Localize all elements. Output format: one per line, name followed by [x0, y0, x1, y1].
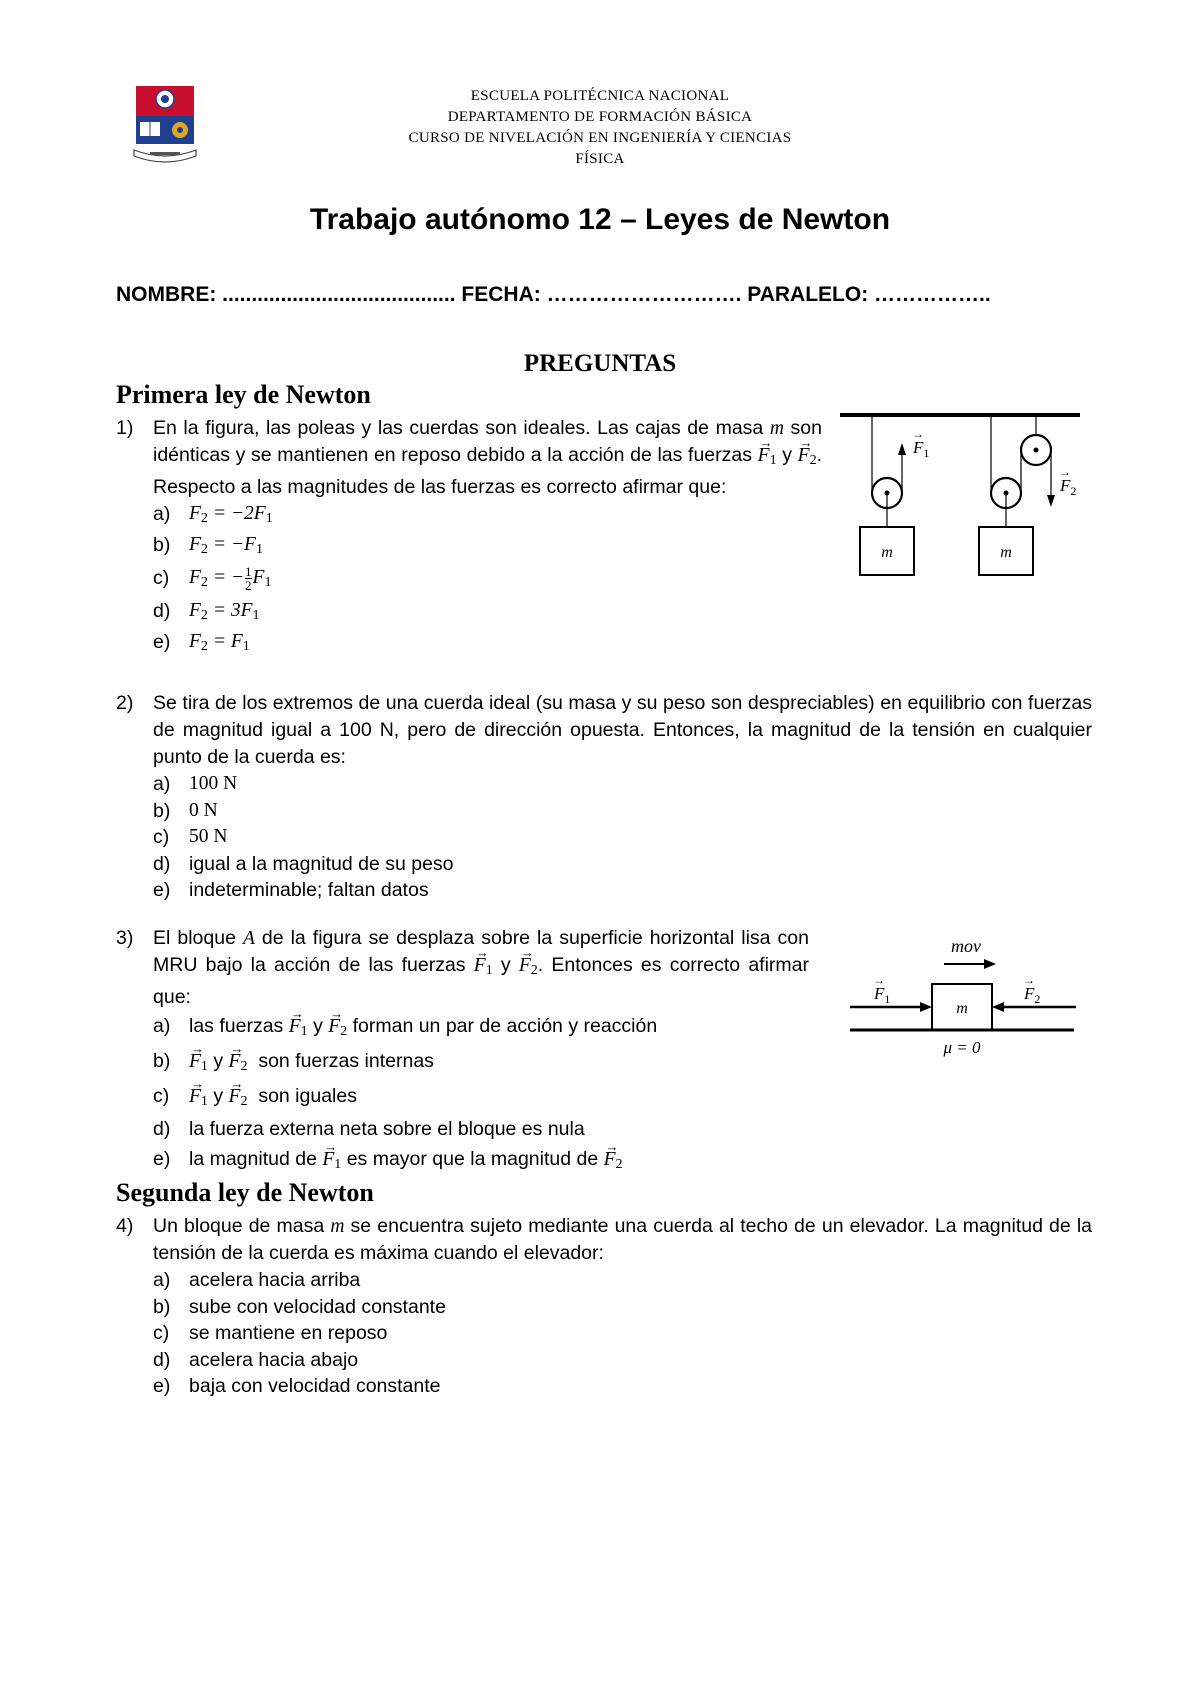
vec-sub: 1	[769, 452, 777, 468]
option-text: se mantiene en reposo	[189, 1322, 388, 1344]
frac-den: 2	[245, 578, 252, 594]
m-eq: = −	[212, 567, 245, 588]
block-surface-figure	[848, 930, 1082, 1060]
m-sub: 2	[200, 540, 208, 557]
m-f: F	[230, 630, 243, 652]
vector-f1	[189, 1082, 208, 1116]
option-math	[189, 598, 260, 629]
vec-letter: F	[797, 445, 810, 466]
option-letter: a)	[153, 773, 171, 795]
math-var-m: m	[330, 1216, 345, 1237]
option-text: igual a la magnitud de su peso	[189, 852, 454, 875]
m-eq: = −	[212, 533, 245, 555]
q2-options	[153, 771, 1092, 904]
vec-letter: F	[518, 955, 531, 976]
option-text: sube con velocidad constante	[189, 1295, 446, 1318]
force-f2-head	[992, 1002, 1004, 1012]
option-letter: a)	[153, 1015, 171, 1037]
option-b[interactable]	[153, 1046, 833, 1081]
m-f: F	[240, 600, 253, 621]
option-content	[189, 1143, 623, 1180]
option-a[interactable]	[153, 771, 1092, 798]
option-letter: a)	[153, 503, 171, 525]
option-letter: c)	[153, 1322, 170, 1344]
f2-label: $F_2$	[1060, 476, 1077, 498]
option-a[interactable]	[153, 1011, 833, 1046]
vec-letter: F	[189, 1086, 201, 1107]
option-c[interactable]	[153, 824, 1092, 851]
opt-text: es mayor que la magnitud de	[346, 1147, 599, 1170]
option-c[interactable]	[153, 562, 822, 598]
option-b[interactable]	[153, 1294, 1092, 1321]
option-text: indeterminable; faltan datos	[189, 879, 429, 901]
institution-logo	[130, 84, 200, 174]
option-letter: d)	[153, 600, 171, 622]
m-eq: = −2	[212, 503, 254, 524]
option-letter: d)	[153, 1118, 171, 1140]
mov-label: mov	[951, 936, 981, 956]
frac-num: 1	[245, 564, 252, 580]
vector-f2	[519, 952, 538, 984]
option-letter: c)	[153, 567, 170, 589]
option-letter: d)	[153, 1348, 171, 1371]
fraction-half	[245, 565, 252, 592]
question-number: 4)	[116, 1215, 134, 1237]
option-letter: e)	[153, 1375, 171, 1397]
opt-text: las fuerzas	[189, 1015, 284, 1037]
conj-y: y	[213, 1050, 224, 1072]
f1-arrow-mark: →	[912, 427, 924, 441]
q4-text-part: Un bloque de masa	[153, 1215, 325, 1237]
option-text: 100 N	[189, 773, 238, 794]
m-f: F	[189, 630, 201, 652]
conj-y: y	[500, 954, 511, 976]
student-info-line	[116, 283, 991, 307]
department-name: DEPARTAMENTO DE FORMACIÓN BÁSICA	[447, 109, 753, 125]
vector-f2	[604, 1144, 623, 1180]
vector-f2	[229, 1082, 248, 1116]
option-d[interactable]	[153, 851, 1092, 878]
paralelo-blank[interactable]: ……………..	[874, 283, 991, 306]
m-sub: 2	[200, 574, 208, 590]
option-content	[189, 1046, 434, 1081]
vec-sub: 2	[809, 452, 817, 468]
vector-f1	[474, 952, 493, 984]
section-segunda-ley: Segunda ley de Newton	[116, 1178, 374, 1207]
question-text	[153, 925, 809, 1011]
option-math	[189, 501, 273, 532]
option-e[interactable]	[153, 877, 1092, 904]
option-text: acelera hacia arriba	[189, 1269, 361, 1291]
opt-text: la magnitud de	[189, 1147, 317, 1170]
conj-y: y	[313, 1015, 323, 1037]
f1-label: $F_1$	[913, 438, 930, 460]
page-title: Trabajo autónomo 12 – Leyes de Newton	[309, 203, 891, 236]
vec-letter: F	[228, 1086, 241, 1107]
option-e[interactable]	[153, 1143, 833, 1180]
q3-text-part: de la figura se desplaza sobre la superficie horizontal lisa con MRU bajo la acción de las fuerzas	[153, 927, 809, 976]
option-text: baja con velocidad constante	[189, 1375, 441, 1397]
vec-letter: F	[228, 1051, 241, 1072]
option-math	[189, 562, 271, 598]
option-letter: e)	[153, 630, 171, 653]
q3-text-part: . Entonces es correcto afirmar que:	[153, 954, 810, 1008]
vec-sub: 2	[240, 1093, 248, 1109]
vec-sub: 1	[200, 1093, 208, 1109]
vec-sub: 2	[240, 1058, 248, 1074]
f2-label: $F_2$	[1024, 984, 1041, 1006]
block-label: m	[956, 1000, 968, 1017]
option-letter: a)	[153, 1269, 171, 1291]
option-letter: e)	[153, 879, 171, 901]
vec-sub: 2	[340, 1023, 348, 1039]
question-4	[116, 1213, 1092, 1400]
question-2	[116, 690, 1092, 904]
option-c[interactable]	[153, 1081, 833, 1116]
q1-options	[153, 501, 822, 659]
vec-sub: 1	[485, 962, 493, 978]
m-sub: 1	[255, 540, 263, 557]
m-sub: 1	[242, 637, 250, 654]
vec-letter: F	[288, 1016, 301, 1037]
option-math	[189, 629, 250, 660]
pulley-axle	[1034, 448, 1039, 453]
question-number: 3)	[116, 927, 134, 949]
option-content	[189, 1011, 657, 1046]
m-f: F	[189, 600, 201, 621]
option-text: acelera hacia abajo	[189, 1348, 359, 1371]
nombre-blank[interactable]: ........................................	[222, 283, 456, 306]
force-arrow-f1	[898, 443, 906, 455]
option-b[interactable]	[153, 798, 1092, 825]
fecha-label: FECHA:	[461, 283, 541, 306]
question-text	[153, 1213, 1092, 1267]
option-letter: c)	[153, 826, 170, 848]
option-e[interactable]	[153, 1373, 1092, 1400]
f2-arrow-mark: →	[1059, 465, 1071, 479]
institution-header	[300, 86, 900, 170]
vec-letter: F	[473, 955, 486, 976]
vec-sub: 2	[615, 1155, 623, 1172]
preguntas-heading: PREGUNTAS	[523, 350, 677, 377]
m-f: F	[244, 533, 256, 555]
question-text	[153, 415, 822, 501]
option-content	[189, 1081, 357, 1116]
q1-text-part: son idénticas y se mantienen en reposo debido a la acción de las fuerzas	[153, 417, 822, 466]
m-eq: = 3	[212, 600, 241, 621]
course-name: CURSO DE NIVELACIÓN EN INGENIERÍA Y CIENCIAS	[408, 130, 792, 146]
pulley-figure	[838, 405, 1088, 590]
option-math	[189, 532, 263, 563]
option-letter: b)	[153, 1050, 171, 1072]
option-c[interactable]	[153, 1320, 1092, 1347]
q3-options	[153, 1011, 833, 1180]
q1-text-part: . Respecto a las magnitudes de las fuerzas es correcto afirmar que:	[153, 444, 822, 498]
m-sub: 1	[252, 607, 260, 623]
box-label: m	[1000, 544, 1012, 561]
vec-sub: 2	[530, 962, 538, 978]
friction-label: μ = 0	[943, 1038, 981, 1057]
section-primera-ley: Primera ley de Newton	[116, 380, 371, 409]
option-letter: b)	[153, 799, 171, 822]
conj-y: y	[213, 1085, 224, 1107]
opt-text: son fuerzas internas	[258, 1050, 434, 1072]
motion-arrow-head	[984, 959, 996, 969]
m-f: F	[189, 503, 201, 524]
opt-text: son iguales	[258, 1085, 357, 1107]
q3-text-part: El bloque	[153, 927, 236, 949]
math-var-m: m	[769, 418, 784, 439]
option-letter: b)	[153, 533, 171, 556]
option-letter: c)	[153, 1085, 170, 1107]
m-sub: 2	[200, 637, 208, 654]
f2-arrow-mark: →	[1023, 973, 1035, 987]
option-text: la fuerza externa neta sobre el bloque es nula	[189, 1118, 585, 1140]
vector-f1	[322, 1144, 341, 1180]
force-f1-head	[920, 1002, 932, 1012]
vec-sub: 1	[300, 1023, 308, 1039]
q4-options	[153, 1267, 1092, 1400]
vec-letter: F	[328, 1016, 341, 1037]
option-a[interactable]	[153, 501, 822, 532]
option-b[interactable]	[153, 532, 822, 563]
option-d[interactable]	[153, 598, 822, 629]
question-number: 1)	[116, 417, 134, 439]
vector-f2	[328, 1012, 347, 1046]
option-letter: e)	[153, 1147, 171, 1170]
conj-y: y	[782, 444, 792, 466]
question-3	[116, 925, 809, 1180]
m-sub: 1	[264, 574, 272, 590]
q1-text-part: En la figura, las poleas y las cuerdas son ideales. Las cajas de masa	[153, 417, 764, 439]
vec-sub: 1	[334, 1155, 342, 1172]
paralelo-label: PARALELO:	[747, 283, 869, 306]
option-letter: b)	[153, 1295, 171, 1318]
vec-letter: F	[189, 1051, 201, 1072]
question-text: Se tira de los extremos de una cuerda ideal (su masa y su peso son despreciables) en equilibrio con fuerzas de magnitud igual a 100 N, pero de dirección opuesta. Entonces, la magnitud de la tensión en cualquier punto de la cuerda es:	[153, 692, 1092, 768]
q4-text-part: se encuentra sujeto mediante una cuerda al techo de un elevador. La magnitud de la tensión de la cuerda es máxima cuando el elevador:	[153, 1215, 1093, 1264]
m-sub: 2	[200, 607, 208, 623]
m-sub: 1	[265, 510, 273, 526]
vector-f1	[289, 1012, 308, 1046]
m-sub: 2	[200, 510, 208, 526]
vec-letter: F	[322, 1148, 335, 1170]
option-text: 50 N	[189, 826, 228, 847]
vec-letter: F	[603, 1148, 616, 1170]
question-1	[116, 415, 822, 659]
box-label: m	[881, 544, 893, 561]
vec-sub: 1	[200, 1058, 208, 1074]
f1-label: $F_1$	[874, 984, 891, 1006]
m-f: F	[189, 533, 201, 555]
option-letter: d)	[153, 852, 171, 875]
question-number: 2)	[116, 692, 134, 714]
m-f: F	[189, 567, 201, 588]
vector-f1	[758, 442, 777, 474]
nombre-label: NOMBRE:	[116, 283, 217, 306]
f1-arrow-mark: →	[873, 973, 885, 987]
vec-letter: F	[757, 445, 770, 466]
fecha-blank[interactable]: ……………………….	[546, 283, 742, 306]
math-var-a: A	[242, 928, 255, 949]
option-text: 0 N	[189, 799, 218, 821]
force-arrow-f2	[1047, 495, 1055, 507]
option-d[interactable]	[153, 1347, 1092, 1374]
subject-name: FÍSICA	[575, 151, 625, 167]
option-e[interactable]	[153, 629, 822, 660]
opt-text: forman un par de acción y reacción	[352, 1015, 658, 1037]
vector-f2	[798, 442, 817, 474]
m-eq: =	[212, 630, 226, 652]
option-a[interactable]	[153, 1267, 1092, 1294]
m-f: F	[253, 503, 266, 524]
institution-name: ESCUELA POLITÉCNICA NACIONAL	[470, 88, 730, 104]
option-d[interactable]	[153, 1116, 833, 1143]
m-f: F	[252, 567, 265, 588]
